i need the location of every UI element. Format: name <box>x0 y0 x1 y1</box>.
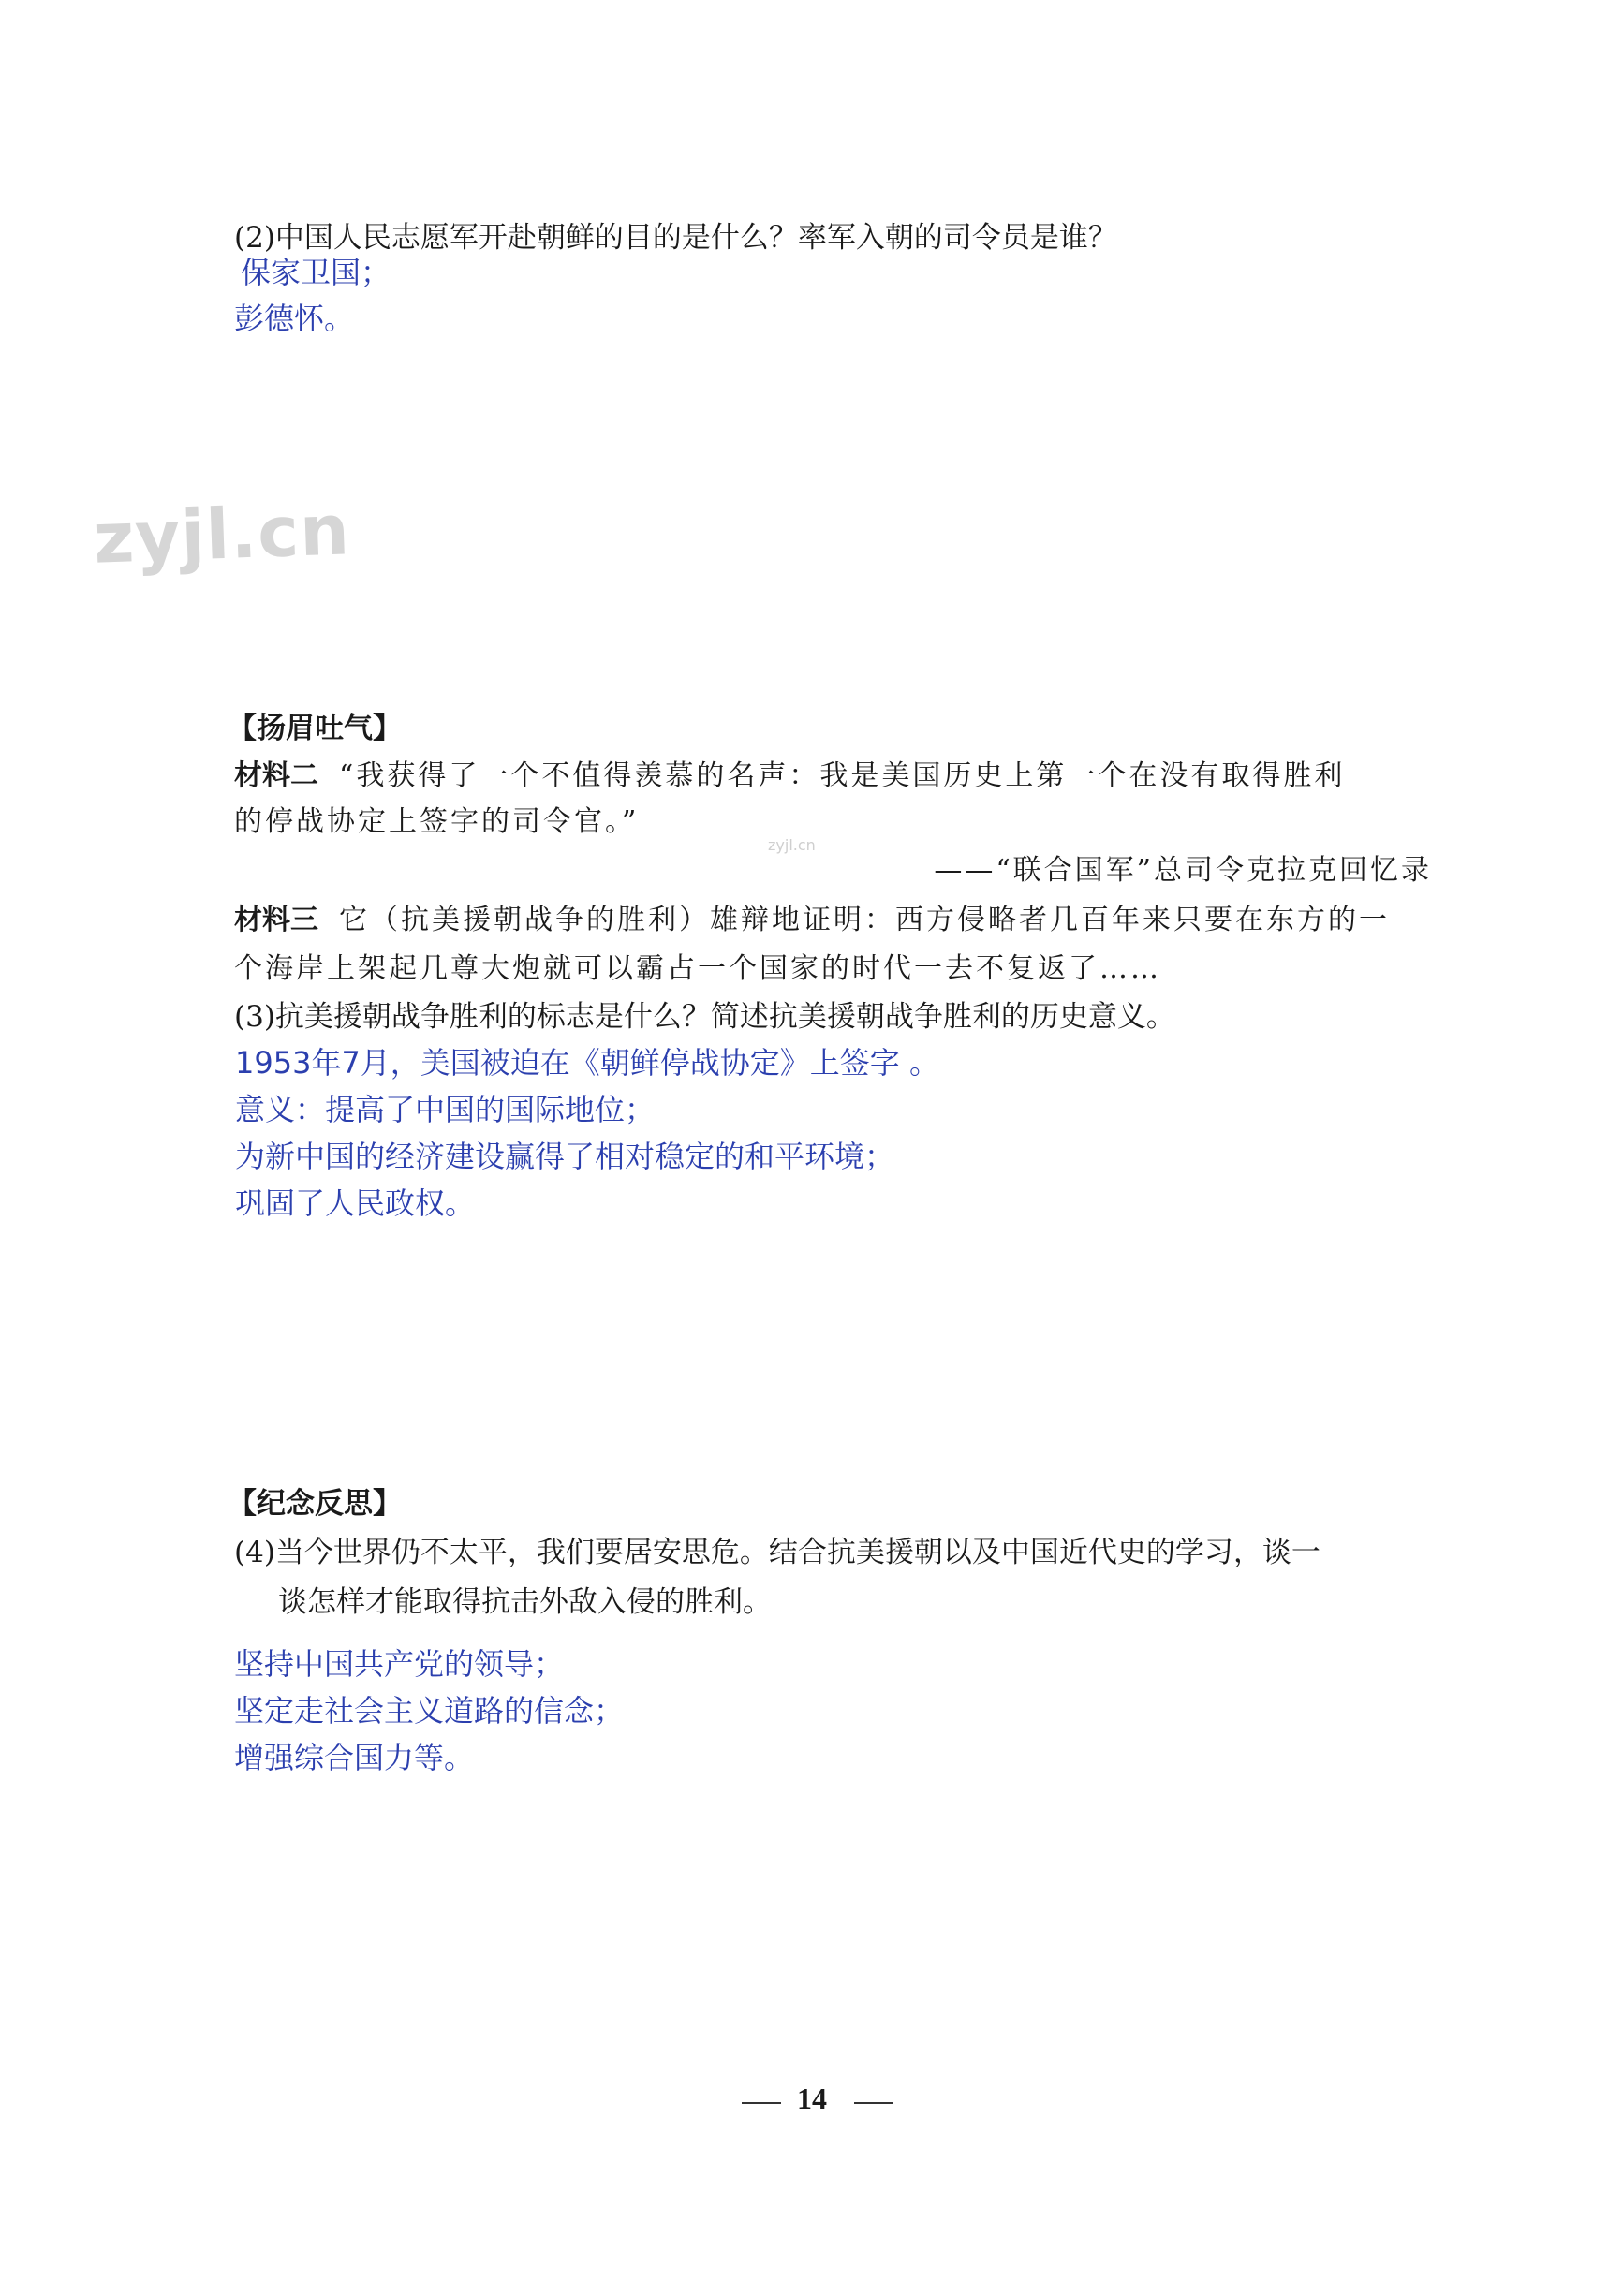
q4-answer-2: 坚定走社会主义道路的信念； <box>234 1693 625 1729</box>
material-3-line-2: 个海岸上架起几尊大炮就可以霸占一个国家的时代一去不复返了…… <box>234 952 1161 985</box>
page-number: 14 <box>797 2082 827 2115</box>
q4-line-1: (4)当今世界仍不太平，我们要居安思危。结合抗美援朝以及中国近代史的学习，谈一 <box>234 1536 1320 1569</box>
material-2-line-1 <box>234 752 1345 793</box>
q4-line-2: 谈怎样才能取得抗击外敌入侵的胜利。 <box>278 1585 772 1619</box>
page-number-dash-right <box>854 2102 893 2104</box>
q2-answer-1: 保家卫国； <box>241 255 391 290</box>
q2-question: (2)中国人民志愿军开赴朝鲜的目的是什么？率军入朝的司令员是谁？ <box>234 221 1117 255</box>
q4-answer-3: 增强综合国力等。 <box>234 1740 475 1775</box>
material-3-line-1 <box>234 896 1390 937</box>
section-heading-yangmei: 【扬眉吐气】 <box>228 712 402 745</box>
material-3-text-1: 它（抗美援朝战争的胜利）雄辩地证明：西方侵略者几百年来只要在东方的一 <box>339 904 1390 936</box>
material-2-source: ——“联合国军”总司令克拉克回忆录 <box>934 854 1432 887</box>
watermark-large: zyjl.cn <box>92 490 352 580</box>
q4-answer-1: 坚持中国共产党的领导； <box>234 1646 565 1682</box>
page-number-dash-left <box>742 2102 781 2104</box>
q3-answer-1: 1953年7月，美国被迫在《朝鲜停战协定》上签字 。 <box>235 1045 939 1081</box>
section-heading-jinian: 【纪念反思】 <box>228 1487 402 1521</box>
q2-answer-2: 彭德怀。 <box>234 301 355 336</box>
material-2-line-2: 的停战协定上签字的司令官。” <box>234 805 640 838</box>
q3-question: (3)抗美援朝战争胜利的标志是什么？简述抗美援朝战争胜利的历史意义。 <box>234 1000 1175 1034</box>
q3-answer-4: 巩固了人民政权。 <box>235 1185 476 1221</box>
material-2-label: 材料二 <box>234 759 318 792</box>
q3-answer-2: 意义：提高了中国的国际地位； <box>235 1092 656 1127</box>
material-3-label: 材料三 <box>234 904 318 936</box>
material-2-text-1: “我获得了一个不值得羡慕的名声：我是美国历史上第一个在没有取得胜利 <box>339 759 1346 792</box>
watermark-small: zyjl.cn <box>768 836 816 854</box>
q3-answer-3: 为新中国的经济建设赢得了相对稳定的和平环境； <box>235 1139 895 1174</box>
